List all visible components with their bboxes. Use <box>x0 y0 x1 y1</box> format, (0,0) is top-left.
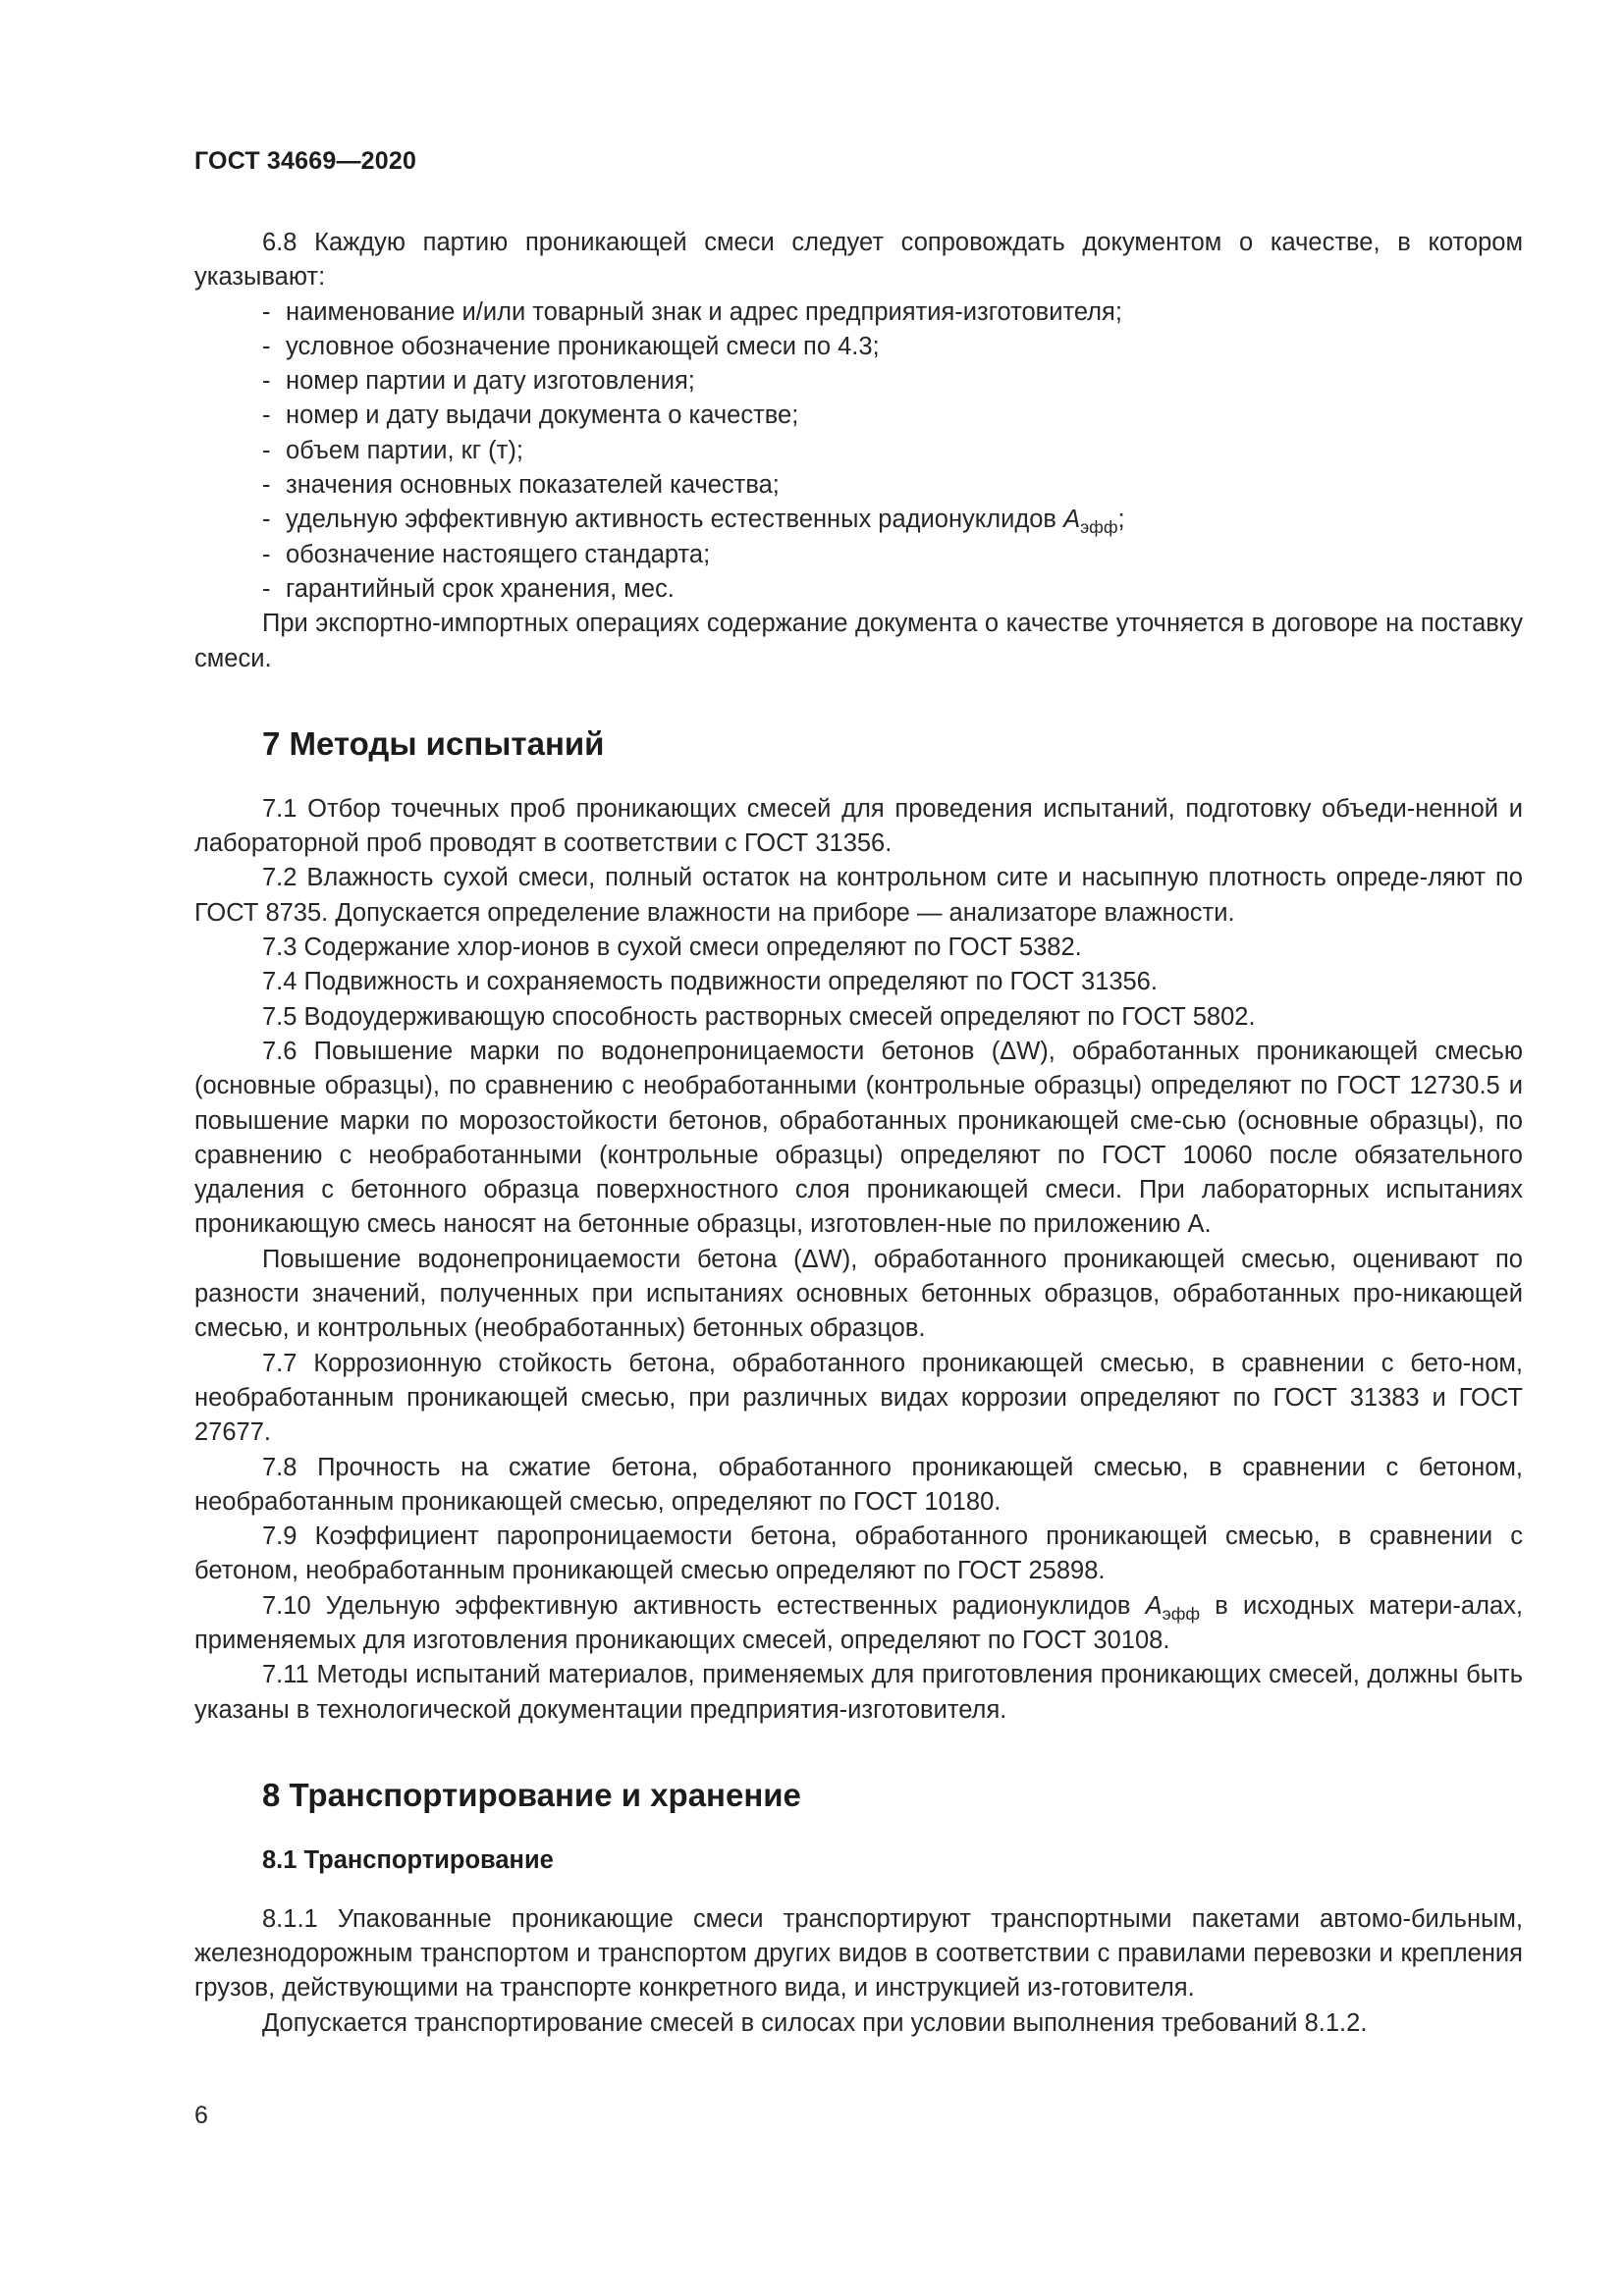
list-item: - наименование и/или товарный знак и адрес предприятия-изготовителя; <box>262 295 1523 330</box>
paragraph-7-2: 7.2 Влажность сухой смеси, полный остаток на контрольном сите и насыпную плотность опреде-ляют по ГОСТ 8735. Допускается определение влажности на приборе — анализаторе влажности. <box>194 864 1523 927</box>
paragraph-7-4: 7.4 Подвижность и сохраняемость подвижности определяют по ГОСТ 31356. <box>262 968 1158 996</box>
paragraph-7-10: 7.10 Удельную эффективную активность естественных радионуклидов $A_{эфф}$ в исходных матери-алах, применяемых для изготовления проникающих смесей, определяют по ГОСТ 30108. <box>194 1591 1523 1654</box>
dash-marker: - <box>262 574 271 603</box>
list-item: - условное обозначение проникающей смеси по 4.3; <box>262 330 1523 364</box>
list-item: - гарантийный срок хранения, мес. <box>262 572 1523 607</box>
list-item: - номер партии и дату изготовления; <box>262 364 1523 399</box>
quality-document-list <box>194 295 1523 608</box>
section-7-heading: 7 Методы испытаний <box>262 724 605 762</box>
paragraph-7-7: 7.7 Коррозионную стойкость бетона, обработанного проникающей смесью, в сравнении с бето-ном, необработанным проникающей смесью, при различных видах коррозии определяют по ГОСТ 31383 и ГОСТ 27677. <box>194 1349 1523 1447</box>
list-item: - объем партии, кг (т); <box>262 434 1523 468</box>
dash-marker: - <box>262 540 271 568</box>
list-item: - номер и дату выдачи документа о качестве; <box>262 399 1523 433</box>
paragraph-7-6-continued: Повышение водонепроницаемости бетона (ΔW), обработанного проникающей смесью, оценивают по разности значений, полученных при испытаниях основных бетонных образцов, обработанных про-никающей смесью, и контрольных (необработанных) бетонных образцов. <box>194 1245 1523 1343</box>
paragraph-7-5: 7.5 Водоудерживающую способность растворных смесей определяют по ГОСТ 5802. <box>262 1002 1256 1031</box>
dash-marker: - <box>262 332 271 360</box>
activity-symbol: A <box>1145 1591 1163 1620</box>
paragraph-8-1-1: 8.1.1 Упакованные проникающие смеси транспортируют транспортными пакетами автомо-бильным, железнодорожным транспортом и транспортом других видов в соответствии с правилами перевозки и крепления грузов, действующими на транспорте конкретного вида, и инструкцией из-готовителя. <box>194 1904 1523 2002</box>
paragraph-6-8-export: При экспортно-импортных операциях содержание документа о качестве уточняется в договоре на поставку смеси. <box>194 610 1523 672</box>
paragraph-7-6: 7.6 Повышение марки по водонепроницаемости бетонов (ΔW), обработанных проникающей смесью (основные образцы), по сравнению с необработанными (контрольные образцы) определяют по ГОСТ 12730.5 и повышение марки по морозостойкости бетонов, обработанных проникающей сме-сью (основные образцы), по сравнению с необработанными (контрольные образцы) определяют по ГОСТ 10060 после обязательного удаления с бетонного образца поверхностного слоя проникающей смеси. При лабораторных испытаниях проникающую смесь наносят на бетонные образцы, изготовлен-ные по приложению А. <box>194 1037 1523 1239</box>
paragraph-7-3: 7.3 Содержание хлор-ионов в сухой смеси определяют по ГОСТ 5382. <box>262 934 1082 962</box>
page-number: 6 <box>194 2102 208 2129</box>
paragraph-8-1-1-continued: Допускается транспортирование смесей в силосах при условии выполнения требований 8.1.2. <box>262 2008 1368 2037</box>
paragraph-7-1: 7.1 Отбор точечных проб проникающих смесей для проведения испытаний, подготовку объеди-ненной и лабораторной проб проводят в соответствии с ГОСТ 31356. <box>194 794 1523 858</box>
dash-marker: - <box>262 471 271 500</box>
section-8-heading: 8 Транспортирование и хранение <box>262 1776 801 1813</box>
paragraph-7-8: 7.8 Прочность на сжатие бетона, обработанного проникающей смесью, в сравнении с бетоном, необработанным проникающей смесью, определяют по ГОСТ 10180. <box>194 1453 1523 1516</box>
list-item: - удельную эффективную активность естественных радионуклидов $A_{эфф}$; <box>262 503 1523 537</box>
dash-marker: - <box>262 506 271 534</box>
paragraph-6-8: 6.8 Каждую партию проникающей смеси следует сопровождать документом о качестве, в котором указывают: <box>194 229 1523 292</box>
list-item: - обозначение настоящего стандарта; <box>262 538 1523 572</box>
activity-symbol: A <box>1063 506 1081 534</box>
document-page <box>194 0 1523 2296</box>
paragraph-7-11: 7.11 Методы испытаний материалов, применяемых для приготовления проникающих смесей, должны быть указаны в технологической документации предприятия-изготовителя. <box>194 1661 1523 1724</box>
document-code-header: ГОСТ 34669—2020 <box>194 147 417 175</box>
activity-subscript: эфф <box>1080 517 1118 538</box>
dash-marker: - <box>262 367 271 396</box>
activity-subscript: эфф <box>1162 1603 1201 1624</box>
list-item: - значения основных показателей качества; <box>262 468 1523 503</box>
subsection-8-1-heading: 8.1 Транспортирование <box>262 1845 554 1874</box>
dash-marker: - <box>262 297 271 326</box>
document-body <box>194 226 1523 2041</box>
dash-marker: - <box>262 436 271 464</box>
dash-marker: - <box>262 401 271 430</box>
paragraph-7-9: 7.9 Коэффициент паропроницаемости бетона, обработанного проникающей смесью, в сравнении с бетоном, необработанным проникающей смесью определяют по ГОСТ 25898. <box>194 1522 1523 1585</box>
